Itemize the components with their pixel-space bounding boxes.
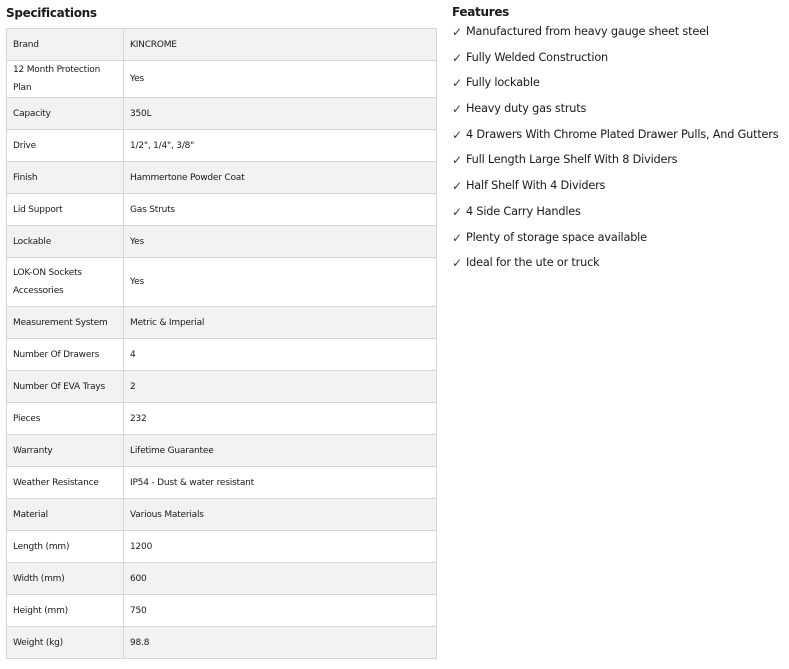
checkmark-icon: ✓ xyxy=(452,50,462,65)
features-section xyxy=(452,0,787,281)
spec-value: Yes xyxy=(124,226,437,258)
spec-label: Pieces xyxy=(7,403,124,435)
spec-label: Warranty xyxy=(7,435,124,467)
spec-value: 600 xyxy=(124,563,437,595)
checkmark-icon: ✓ xyxy=(452,76,462,91)
table-row xyxy=(7,435,437,467)
spec-value: 232 xyxy=(124,403,437,435)
checkmark-icon: ✓ xyxy=(452,102,462,117)
table-row xyxy=(7,627,437,659)
spec-value: KINCROME xyxy=(124,29,437,61)
spec-value: Hammertone Powder Coat xyxy=(124,162,437,194)
table-row xyxy=(7,499,437,531)
spec-value: IP54 - Dust & water resistant xyxy=(124,467,437,499)
spec-label: Number Of Drawers xyxy=(7,339,124,371)
list-item xyxy=(452,127,787,153)
spec-value: 98.8 xyxy=(124,627,437,659)
spec-value: Yes xyxy=(124,258,437,307)
list-item xyxy=(452,204,787,230)
spec-label: Height (mm) xyxy=(7,595,124,627)
table-row xyxy=(7,531,437,563)
feature-text: Fully lockable xyxy=(466,76,540,90)
checkmark-icon: ✓ xyxy=(452,127,462,142)
feature-text: Manufactured from heavy gauge sheet steel xyxy=(466,25,709,38)
spec-label: Lid Support xyxy=(7,194,124,226)
spec-label: Capacity xyxy=(7,98,124,130)
table-row xyxy=(7,595,437,627)
spec-label: Number Of EVA Trays xyxy=(7,371,124,403)
list-item xyxy=(452,152,787,178)
table-row xyxy=(7,467,437,499)
specifications-title: Specifications xyxy=(6,6,97,20)
list-item xyxy=(452,50,787,76)
spec-label: LOK-ON Sockets Accessories xyxy=(7,258,124,307)
list-item xyxy=(452,178,787,204)
spec-label: Measurement System xyxy=(7,307,124,339)
list-item xyxy=(452,101,787,127)
table-row xyxy=(7,563,437,595)
feature-text: Fully Welded Construction xyxy=(466,50,609,64)
list-item xyxy=(452,75,787,101)
checkmark-icon: ✓ xyxy=(452,25,462,39)
checkmark-icon: ✓ xyxy=(452,153,462,168)
features-list xyxy=(452,24,787,281)
spec-label: Finish xyxy=(7,162,124,194)
spec-label: Weather Resistance xyxy=(7,467,124,499)
features-title: Features xyxy=(452,5,510,19)
checkmark-icon: ✓ xyxy=(452,230,462,245)
list-item xyxy=(452,255,787,281)
spec-label: Lockable xyxy=(7,226,124,258)
spec-value: Metric & Imperial xyxy=(124,307,437,339)
specifications-table xyxy=(6,28,437,659)
spec-value: 2 xyxy=(124,371,437,403)
spec-label: Drive xyxy=(7,130,124,162)
table-row xyxy=(7,307,437,339)
feature-text: 4 Drawers With Chrome Plated Drawer Pulls, And Gutters xyxy=(466,127,779,141)
spec-value: 350L xyxy=(124,98,437,130)
table-row xyxy=(7,162,437,194)
feature-text: Ideal for the ute or truck xyxy=(466,256,600,270)
table-row xyxy=(7,98,437,130)
spec-value: 1/2", 1/4", 3/8" xyxy=(124,130,437,162)
feature-text: Heavy duty gas struts xyxy=(466,102,587,116)
spec-label: Weight (kg) xyxy=(7,627,124,659)
spec-value: 1200 xyxy=(124,531,437,563)
spec-label: Brand xyxy=(7,29,124,61)
table-row xyxy=(7,258,437,307)
list-item xyxy=(452,230,787,256)
checkmark-icon: ✓ xyxy=(452,204,462,219)
feature-text: 4 Side Carry Handles xyxy=(466,204,581,218)
spec-label: Material xyxy=(7,499,124,531)
table-row xyxy=(7,371,437,403)
table-row xyxy=(7,29,437,61)
spec-value: Lifetime Guarantee xyxy=(124,435,437,467)
spec-value: Gas Struts xyxy=(124,194,437,226)
feature-text: Full Length Large Shelf With 8 Dividers xyxy=(466,153,678,167)
table-row xyxy=(7,61,437,98)
spec-label: Width (mm) xyxy=(7,563,124,595)
table-row xyxy=(7,339,437,371)
spec-value: 750 xyxy=(124,595,437,627)
spec-value: Yes xyxy=(124,61,437,98)
table-row xyxy=(7,194,437,226)
specifications-section xyxy=(6,0,436,659)
checkmark-icon: ✓ xyxy=(452,179,462,194)
spec-label: 12 Month Protection Plan xyxy=(7,61,124,98)
spec-label: Length (mm) xyxy=(7,531,124,563)
table-row xyxy=(7,403,437,435)
feature-text: Half Shelf With 4 Dividers xyxy=(466,179,606,193)
list-item xyxy=(452,24,787,50)
spec-value: Various Materials xyxy=(124,499,437,531)
checkmark-icon: ✓ xyxy=(452,256,462,271)
table-row xyxy=(7,130,437,162)
feature-text: Plenty of storage space available xyxy=(466,230,647,244)
table-row xyxy=(7,226,437,258)
spec-value: 4 xyxy=(124,339,437,371)
